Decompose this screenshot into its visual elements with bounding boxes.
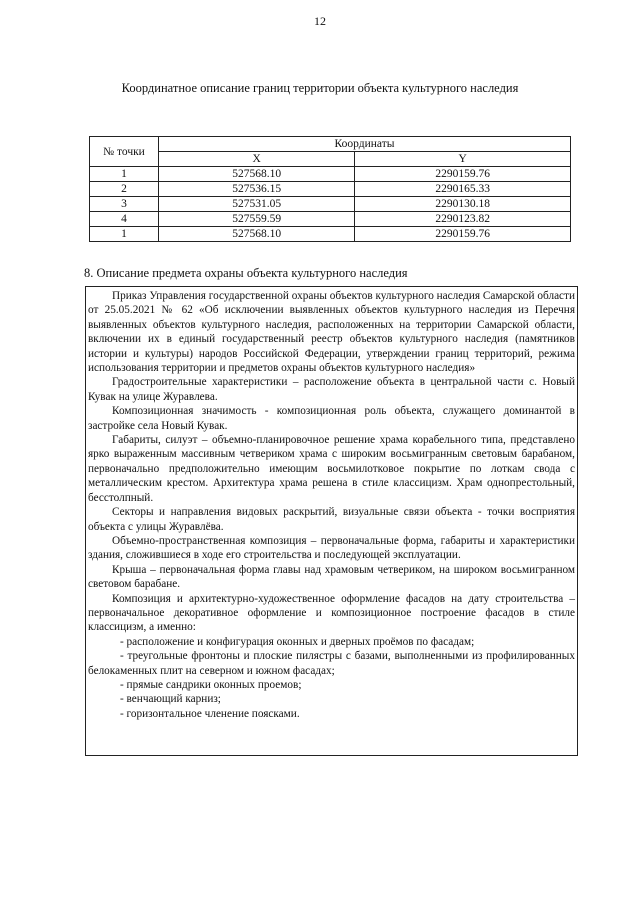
x-cell: 527536.15 [159,182,355,197]
roof-paragraph: Крыша – первоначальная форма главы над храмовым четвериком, на широком восьмигранном световом барабане. [88,563,575,591]
list-item: - венчающий карниз; [120,693,221,706]
list-item: - прямые сандрики оконных проемов; [120,678,302,691]
y-cell: 2290165.33 [355,182,571,197]
y-cell: 2290130.18 [355,197,571,212]
y-cell: 2290123.82 [355,212,571,227]
x-cell: 527559.59 [159,212,355,227]
table-row [90,227,571,242]
table-row [90,197,571,212]
urban-characteristics-paragraph: Градостроительные характеристики – расположение объекта в центральной части с. Новый Кувак на улице Журавлева. [88,376,575,403]
point-cell: 1 [90,167,159,182]
point-cell: 3 [90,197,159,212]
coordinates-table [89,136,571,242]
spatial-composition-paragraph: Объемно-пространственная композиция – первоначальные форма, габариты и характеристики здания, сложившиеся в ходе его строительства и последующей эксплуатации. [88,534,575,562]
list-item: - горизонтальное членение поясками. [120,707,300,720]
x-cell: 527568.10 [159,167,355,182]
protection-heading: 8. Описание предмета охраны объекта культурного наследия [84,266,408,280]
coordinates-title: Координатное описание границ территории объекта культурного наследия [121,81,519,95]
table-subheader-row [90,152,571,167]
list-item: - расположение и конфигурация оконных и дверных проёмов по фасадам; [120,635,475,648]
y-cell: 2290159.76 [355,167,571,182]
point-cell: 4 [90,212,159,227]
point-cell: 2 [90,182,159,197]
facade-paragraph: Композиция и архитектурно-художественное оформление фасадов на дату строительства – первоначальное декоративное оформление и композиционное построение фасадов в стиле классицизм, а именно: [88,592,575,634]
point-cell: 1 [90,227,159,242]
list-item: - треугольные фронтоны и плоские пилястры с базами, выполненными из профилированных белокаменных плит на северном и южном фасадах; [88,650,575,677]
order-paragraph: Приказ Управления государственной охраны объектов культурного наследия Самарской области от 25.05.2021 № 62 «Об исключении выявленных объектов культурного наследия из Перечня выявленных объектов культурного наследия, расположенных на территории Самарской области, включении их в единый государственный реестр объектов культурного наследия (памятников истории и культуры) народов Российской Федерации, утверждении границ территорий, режима использования территории и предметов охраны объектов культурного наследия» [88,290,575,375]
y-cell: 2290159.76 [355,227,571,242]
view-sectors-paragraph: Секторы и направления видовых раскрытий, визуальные связи объекта - точки восприятия объекта с улицы Журавлёва. [88,506,575,533]
table-header-row [90,137,571,152]
page-number: 12 [314,14,326,28]
dimensions-silhouette-paragraph: Габариты, силуэт – объемно-планировочное решение храма корабельного типа, представлено ярко выраженным массивным четвериком храма с широким восьмигранным световым барабаном, первоначально предположительно имеющим восьмилотковое покрытие по лоткам свода с металлическим крестом. Архитектура храма решена в стиле классицизм. Храм однопрестольный, бесстолпный. [88,434,575,504]
x-column-header: X [159,152,355,167]
y-column-header: Y [355,152,571,167]
coordinates-column-header: Координаты [159,137,571,152]
protection-description-box [85,286,578,756]
x-cell: 527531.05 [159,197,355,212]
point-column-header: № точки [90,137,159,167]
table-row [90,182,571,197]
table-row [90,212,571,227]
x-cell: 527568.10 [159,227,355,242]
compositional-significance-paragraph: Композиционная значимость - композиционная роль объекта, служащего доминантой в застройке села Новый Кувак. [88,405,575,432]
table-row [90,167,571,182]
